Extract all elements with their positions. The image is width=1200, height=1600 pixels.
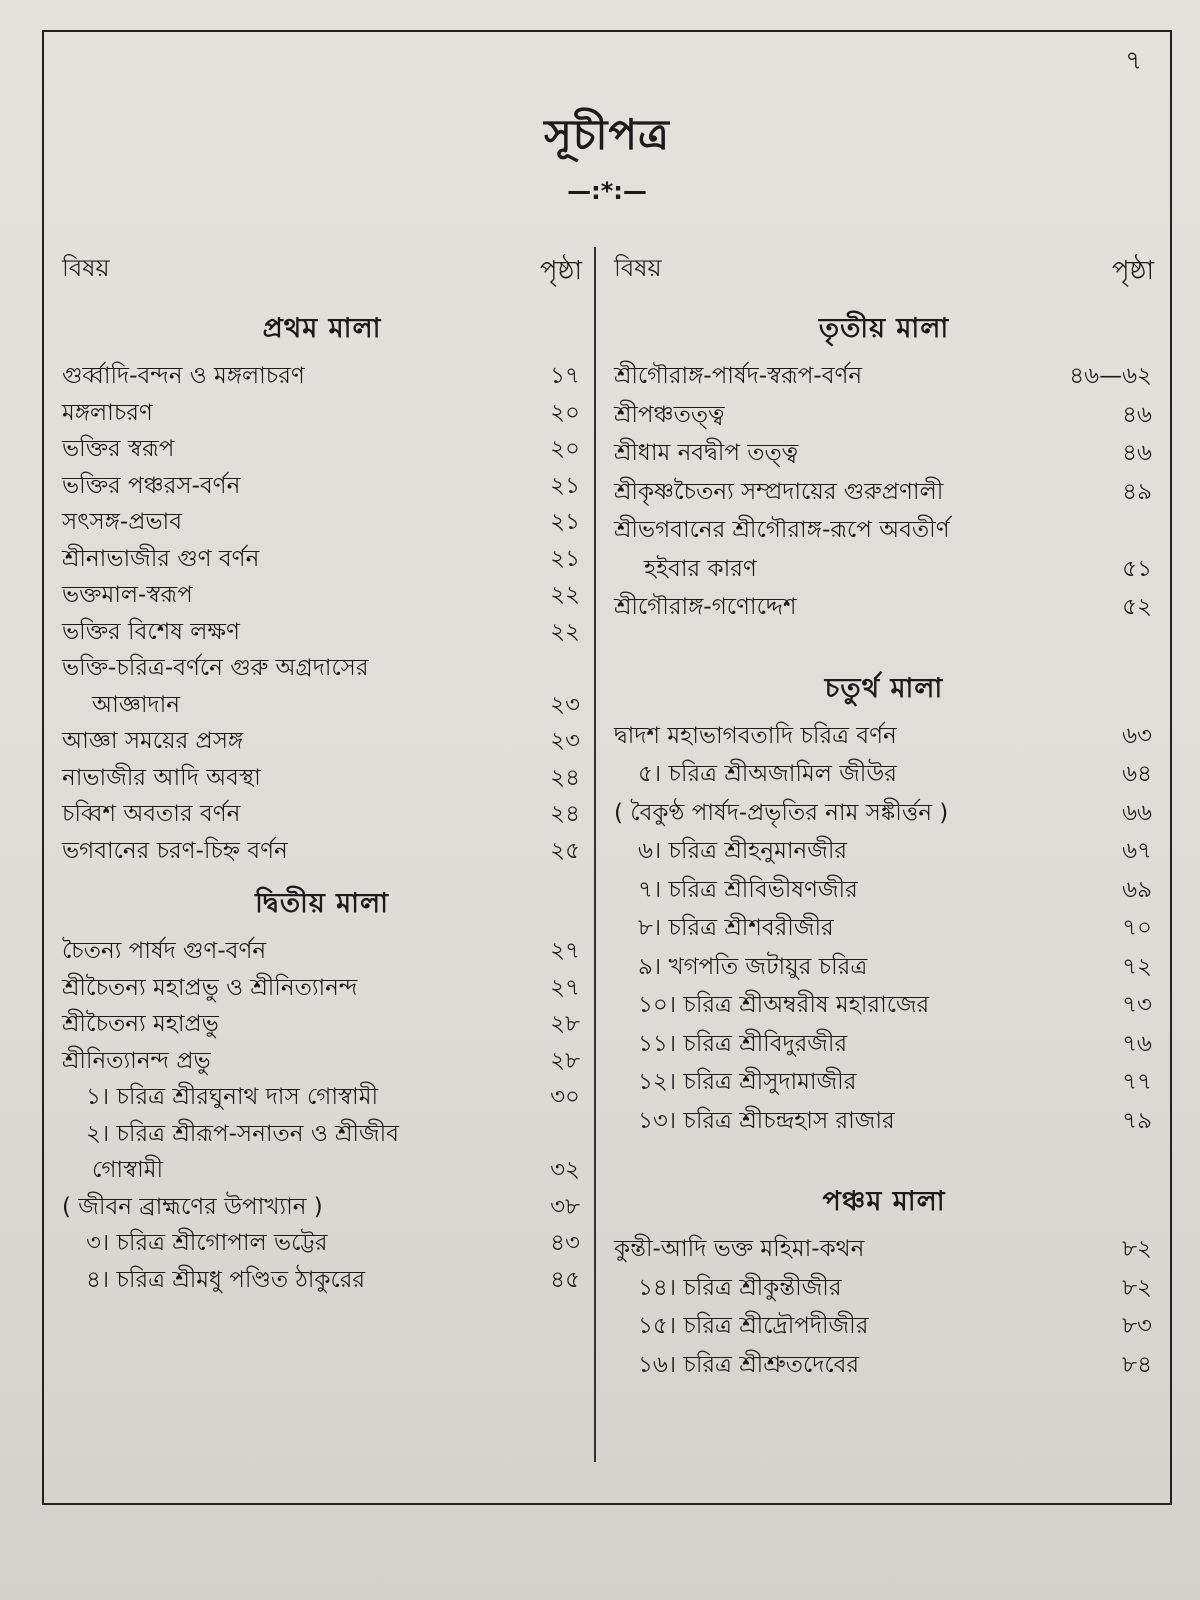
- toc-entry-title: সৎসঙ্গ-প্রভাব: [62, 509, 183, 535]
- toc-entry-title: ৫। চরিত্র শ্রীঅজামিল জীউর: [638, 761, 897, 787]
- toc-entry-title: কুন্তী-আদি ভক্ত মহিমা-কথন: [614, 1236, 865, 1262]
- toc-entry-title: শ্রীপঞ্চতত্ত্ব: [614, 401, 725, 428]
- toc-entry-title: আজ্ঞা সময়ের প্রসঙ্গ: [62, 728, 244, 754]
- toc-entry[interactable]: [62, 1043, 582, 1079]
- toc-entry[interactable]: [614, 1347, 1154, 1383]
- toc-entry-title: ৭। চরিত্র শ্রীবিভীষণজীর: [638, 876, 858, 903]
- toc-entry-page: ৬৪: [1122, 761, 1152, 787]
- toc-entry[interactable]: [62, 468, 582, 504]
- toc-entry-page: ১৭: [550, 363, 580, 389]
- toc-entry[interactable]: [614, 512, 1154, 548]
- toc-entry[interactable]: [62, 504, 582, 540]
- column-divider: [594, 247, 596, 1462]
- toc-entry-page: ৬৩: [1122, 722, 1152, 749]
- toc-entry-page: ২১: [550, 472, 580, 499]
- toc-entry-page: ২৮: [550, 1047, 580, 1074]
- section-title: পঞ্চম মালা: [822, 1186, 946, 1217]
- toc-entry-title: নাভাজীর আদি অবস্থা: [62, 764, 261, 791]
- subject-header: বিষয়: [62, 254, 110, 282]
- toc-entry[interactable]: [614, 872, 1154, 908]
- section-title: দ্বিতীয় মালা: [255, 888, 389, 919]
- toc-entry-title: শ্রীগৌরাঙ্গ-গণোদ্দেশ: [614, 594, 797, 620]
- section-title: প্রথম মালা: [262, 313, 382, 344]
- toc-entry-title: আজ্ঞাদান: [92, 691, 180, 718]
- toc-entry-page: ২০: [550, 399, 580, 426]
- toc-entry-title: শ্রীভগবানের শ্রীগৌরাঙ্গ-রূপে অবতীর্ণ: [614, 517, 950, 543]
- toc-entry-title: চব্বিশ অবতার বর্ণন: [62, 801, 241, 827]
- toc-entry-title: ৯। খগপতি জটায়ুর চরিত্র: [638, 953, 868, 980]
- toc-entry-title: ভক্তির স্বরূপ: [62, 436, 175, 462]
- toc-entry-page: ২৪: [550, 764, 580, 791]
- toc-entry[interactable]: [614, 435, 1154, 471]
- toc-entry[interactable]: [614, 795, 1154, 831]
- toc-entry-title: ১৫। চরিত্র শ্রীদ্রৌপদীজীর: [638, 1313, 869, 1339]
- toc-entry[interactable]: [62, 1189, 582, 1225]
- toc-entry-title: দ্বাদশ মহাভাগবতাদি চরিত্র বর্ণন: [614, 722, 897, 749]
- toc-entry[interactable]: [614, 910, 1154, 946]
- toc-entry[interactable]: [62, 1152, 582, 1188]
- toc-entry[interactable]: [62, 933, 582, 969]
- toc-entry-title: ভক্তির পঞ্চরস-বর্ণন: [62, 472, 241, 499]
- toc-entry-page: ২৮: [550, 1011, 580, 1037]
- toc-entry-page: ৬৭: [1122, 838, 1152, 864]
- toc-entry[interactable]: [62, 1116, 582, 1152]
- toc-entry-page: ৭৯: [1122, 1107, 1152, 1134]
- toc-entry[interactable]: [614, 1270, 1154, 1306]
- toc-entry[interactable]: [62, 614, 582, 650]
- toc-entry[interactable]: [62, 541, 582, 577]
- toc-entry-title: হইবার কারণ: [644, 555, 757, 582]
- toc-entry-page: ২৩: [550, 691, 580, 718]
- toc-entry[interactable]: [614, 1308, 1154, 1344]
- toc-entry-page: ২৩: [550, 728, 580, 754]
- toc-entry[interactable]: [62, 358, 582, 394]
- toc-entry[interactable]: [614, 397, 1154, 433]
- toc-entry-page: ২০: [550, 436, 580, 462]
- toc-entry[interactable]: [614, 718, 1154, 754]
- toc-entry[interactable]: [614, 949, 1154, 985]
- toc-entry-title: ভগবানের চরণ-চিহ্ন বর্ণন: [62, 837, 288, 864]
- toc-entry-title: ( বৈকুণ্ঠ পার্ষদ-প্রভৃতির নাম সঙ্কীর্ত্তন ): [614, 799, 949, 826]
- toc-entry-title: ভক্তমাল-স্বরূপ: [62, 582, 193, 608]
- toc-entry[interactable]: [62, 796, 582, 832]
- toc-entry-title: ভক্তির বিশেষ লক্ষণ: [62, 618, 240, 645]
- toc-entry[interactable]: [62, 1225, 582, 1261]
- toc-entry[interactable]: [614, 1064, 1154, 1100]
- toc-entry-page: ৭০: [1122, 915, 1152, 941]
- toc-entry[interactable]: [614, 1103, 1154, 1139]
- toc-entry-page: ৪৬: [1122, 440, 1152, 466]
- toc-entry[interactable]: [62, 833, 582, 869]
- toc-entry-title: ৬। চরিত্র শ্রীহনুমানজীর: [638, 838, 848, 864]
- toc-entry-title: শ্রীগৌরাঙ্গ-পার্ষদ-স্বরূপ-বর্ণন: [614, 363, 863, 389]
- toc-entry-page: ৮২: [1122, 1236, 1152, 1262]
- toc-entry[interactable]: [62, 395, 582, 431]
- toc-entry[interactable]: [614, 756, 1154, 792]
- toc-entry[interactable]: [62, 1006, 582, 1042]
- toc-entry-page: ৪৬—৬২: [1069, 363, 1152, 389]
- toc-entry[interactable]: [614, 987, 1154, 1023]
- toc-entry[interactable]: [614, 474, 1154, 510]
- toc-entry-page: ২১: [550, 509, 580, 535]
- toc-entry-page: ২৭: [550, 938, 580, 964]
- toc-entry[interactable]: [614, 551, 1154, 587]
- toc-entry[interactable]: [62, 723, 582, 759]
- toc-entry-title: ১০। চরিত্র শ্রীঅম্বরীষ মহারাজের: [638, 992, 930, 1018]
- toc-entry-page: ২৫: [550, 837, 580, 864]
- page-title: সূচীপত্র: [544, 110, 670, 159]
- toc-entry-title: গুর্ব্বাদি-বন্দন ও মঙ্গলাচরণ: [62, 363, 305, 389]
- toc-entry-title: ভক্তি-চরিত্র-বর্ণনে গুরু অগ্রদাসের: [62, 655, 369, 681]
- toc-entry-page: ৬৯: [1122, 876, 1152, 903]
- toc-entry-page: ২১: [550, 545, 580, 572]
- toc-entry[interactable]: [614, 833, 1154, 869]
- toc-entry-page: ৬৬: [1122, 799, 1152, 826]
- toc-entry-page: ২৪: [550, 801, 580, 827]
- toc-entry-page: ২২: [550, 582, 580, 608]
- toc-entry-title: ৩। চরিত্র শ্রীগোপাল ভট্টের: [86, 1230, 328, 1256]
- toc-entry-title: ১। চরিত্র শ্রীরঘুনাথ দাস গোস্বামী: [86, 1084, 379, 1110]
- toc-entry[interactable]: [62, 1262, 582, 1298]
- left-column-header: [62, 250, 582, 290]
- toc-entry-title: ১৩। চরিত্র শ্রীচন্দ্রহাস রাজার: [638, 1107, 895, 1134]
- toc-entry-page: ৫২: [1122, 594, 1152, 620]
- toc-entry[interactable]: [614, 1026, 1154, 1062]
- toc-entry-title: ১৪। চরিত্র শ্রীকুন্তীজীর: [638, 1274, 842, 1301]
- toc-entry-title: শ্রীনিত্যানন্দ প্রভু: [62, 1047, 211, 1074]
- toc-entry[interactable]: [62, 1079, 582, 1115]
- toc-entry-title: মঙ্গলাচরণ: [62, 399, 153, 426]
- toc-entry-title: শ্রীচৈতন্য মহাপ্রভু ও শ্রীনিত্যানন্দ: [62, 974, 358, 1001]
- toc-entry-page: ৩২: [550, 1157, 580, 1183]
- toc-entry-page: ৭৩: [1122, 992, 1152, 1018]
- toc-entry-page: ৫১: [1122, 555, 1152, 582]
- toc-entry-page: ২৭: [550, 974, 580, 1001]
- toc-entry[interactable]: [62, 687, 582, 723]
- toc-entry-title: ৮। চরিত্র শ্রীশবরীজীর: [638, 915, 834, 941]
- toc-entry-page: ৮৩: [1122, 1313, 1152, 1339]
- toc-entry-page: ৭৭: [1122, 1069, 1152, 1095]
- toc-entry-title: ১২। চরিত্র শ্রীসুদামাজীর: [638, 1069, 857, 1095]
- toc-entry[interactable]: [62, 760, 582, 796]
- subject-header: বিষয়: [614, 254, 662, 282]
- toc-entry-title: শ্রীনাভাজীর গুণ বর্ণন: [62, 545, 260, 572]
- toc-entry-page: ৮২: [1122, 1274, 1152, 1301]
- toc-entry-title: ১৬। চরিত্র শ্রীশ্রুতদেবের: [638, 1351, 860, 1378]
- toc-entry-title: গোস্বামী: [92, 1157, 164, 1183]
- right-column-header: [614, 250, 1154, 290]
- toc-entry-page: ৪৬: [1122, 401, 1152, 428]
- toc-entry-page: ৪৫: [550, 1266, 580, 1293]
- toc-entry-title: ৪। চরিত্র শ্রীমধু পণ্ডিত ঠাকুরের: [86, 1266, 366, 1293]
- section-title: চতুর্থ মালা: [824, 672, 944, 704]
- toc-entry-title: চৈতন্য পার্ষদ গুণ-বর্ণন: [62, 938, 267, 964]
- page-header: পৃষ্ঠা: [539, 256, 582, 286]
- toc-entry[interactable]: [62, 650, 582, 686]
- toc-entry-page: ৩০: [550, 1084, 580, 1110]
- toc-entry-title: শ্রীচৈতন্য মহাপ্রভু: [62, 1011, 219, 1037]
- toc-entry-page: ৮৪: [1122, 1351, 1152, 1378]
- toc-entry-page: ৩৮: [550, 1193, 580, 1220]
- toc-entry-page: ২২: [550, 618, 580, 645]
- page-number: ৭: [1125, 46, 1142, 76]
- toc-entry[interactable]: [614, 1231, 1154, 1267]
- toc-entry-title: শ্রীধাম নবদ্বীপ তত্ত্ব: [614, 440, 799, 466]
- toc-entry-page: ৪৩: [550, 1230, 580, 1256]
- toc-entry[interactable]: [62, 577, 582, 613]
- toc-entry-page: ৭২: [1122, 953, 1152, 980]
- toc-entry[interactable]: [614, 358, 1154, 394]
- toc-entry-page: ৪৯: [1122, 478, 1152, 505]
- toc-entry-page: ৭৬: [1122, 1030, 1152, 1057]
- title-ornament: —:*:—: [567, 177, 647, 205]
- toc-entry[interactable]: [614, 589, 1154, 625]
- toc-entry-title: ২। চরিত্র শ্রীরূপ-সনাতন ও শ্রীজীব: [86, 1120, 399, 1147]
- page-header: পৃষ্ঠা: [1111, 256, 1154, 286]
- toc-entry[interactable]: [62, 970, 582, 1006]
- toc-entry-title: ( জীবন ব্রাহ্মণের উপাখ্যান ): [62, 1193, 323, 1220]
- toc-entry-title: শ্রীকৃষ্ণচৈতন্য সম্প্রদায়ের গুরুপ্রণালী: [614, 478, 944, 505]
- toc-entry[interactable]: [62, 431, 582, 467]
- section-title: তৃতীয় মালা: [818, 313, 950, 344]
- page-border: [42, 30, 1172, 1505]
- toc-entry-title: ১১। চরিত্র শ্রীবিদুরজীর: [638, 1030, 848, 1057]
